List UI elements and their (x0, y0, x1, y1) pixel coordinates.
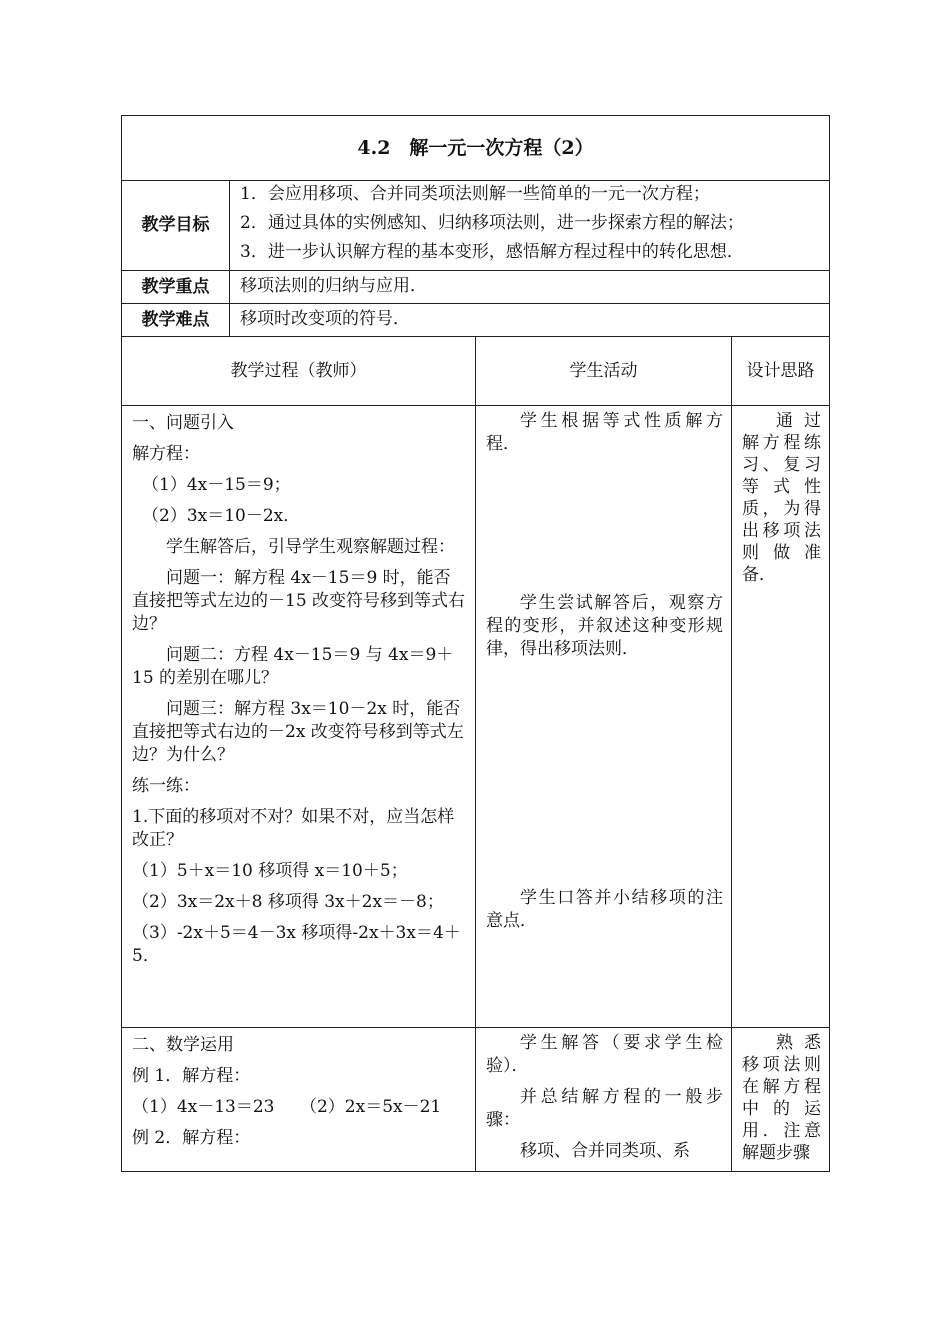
section-heading: 二、数学运用 (132, 1035, 234, 1055)
practice-item: （2）3x＝2x＋8 移项得 3x＋2x＝－8； (132, 892, 444, 912)
objective-item: 2．通过具体的实例感知、归纳移项法则，进一步探索方程的解法； (240, 213, 744, 233)
objective-item: 1．会应用移项、合并同类项法则解一些简单的一元一次方程； (240, 184, 710, 204)
section2-design-cell (732, 1028, 830, 1172)
student-activity: 学生根据等式性质解方程． (486, 411, 723, 454)
design-note: 通过解方程练习、复习等式性质，为得出移项法则做准备． (742, 411, 822, 585)
objectives-label: 教学目标 (122, 181, 230, 271)
teacher-line: 学生解答后，引导学生观察解题过程： (166, 537, 455, 557)
key-point-label: 教学重点 (122, 271, 230, 304)
equation: （2）3x＝10－2x． (142, 506, 301, 526)
teacher-line: 解方程： (132, 444, 200, 464)
column-header-teacher: 教学过程（教师） (122, 337, 476, 406)
student-activity: 并总结解方程的一般步骤： (486, 1087, 723, 1130)
equation: （1）4x－15＝9； (142, 475, 291, 495)
difficulty-label: 教学难点 (122, 304, 230, 337)
practice-question: 1.下面的移项对不对？如果不对，应当怎样改正？ (132, 807, 455, 850)
column-header-student: 学生活动 (476, 337, 732, 406)
practice-heading: 练一练： (132, 776, 200, 796)
lesson-title: 4.2 解一元一次方程（2） (122, 116, 830, 181)
key-point-text: 移项法则的归纳与应用． (230, 271, 830, 304)
example-1: 例 1．解方程： (132, 1066, 251, 1086)
example-2: 例 2．解方程： (132, 1128, 251, 1148)
section2-teacher-cell (122, 1028, 476, 1172)
section1-design-cell (732, 406, 830, 1028)
section1-teacher-cell (122, 406, 476, 1028)
section1-student-cell (476, 406, 732, 1028)
section2-student-cell (476, 1028, 732, 1172)
student-activity: 学生尝试解答后，观察方程的变形，并叙述这种变形规律，得出移项法则． (486, 593, 723, 659)
objectives-cell (230, 181, 830, 271)
practice-item: （1）5＋x＝10 移项得 x＝10＋5； (132, 861, 408, 881)
design-note: 熟悉移项法则在解方程中的运用．注意解题步骤 (742, 1033, 822, 1163)
equation: （1）4x－13＝23 （2）2x＝5x－21 (132, 1097, 442, 1117)
objective-item: 3．进一步认识解方程的基本变形，感悟解方程过程中的转化思想． (240, 242, 744, 262)
column-header-design: 设计思路 (732, 337, 830, 406)
question-1: 问题一：解方程 4x－15＝9 时，能否直接把等式左边的－15 改变符号移到等式右边？ (132, 568, 466, 634)
question-2: 问题二：方程 4x－15＝9 与 4x＝9＋15 的差别在哪儿？ (132, 645, 454, 688)
student-activity: 移项、合并同类项、系 (520, 1141, 690, 1161)
difficulty-text: 移项时改变项的符号． (230, 304, 830, 337)
question-3: 问题三：解方程 3x＝10－2x 时，能否直接把等式右边的－2x 改变符号移到等式左边？为什么？ (132, 699, 464, 765)
student-activity: 学生口答并小结移项的注意点． (486, 888, 723, 931)
student-activity: 学生解答（要求学生检验）． (486, 1033, 723, 1076)
section-heading: 一、问题引入 (132, 413, 234, 433)
lesson-plan-table (121, 115, 830, 1172)
practice-item: （3）-2x＋5＝4－3x 移项得-2x＋3x＝4＋5． (132, 923, 461, 966)
